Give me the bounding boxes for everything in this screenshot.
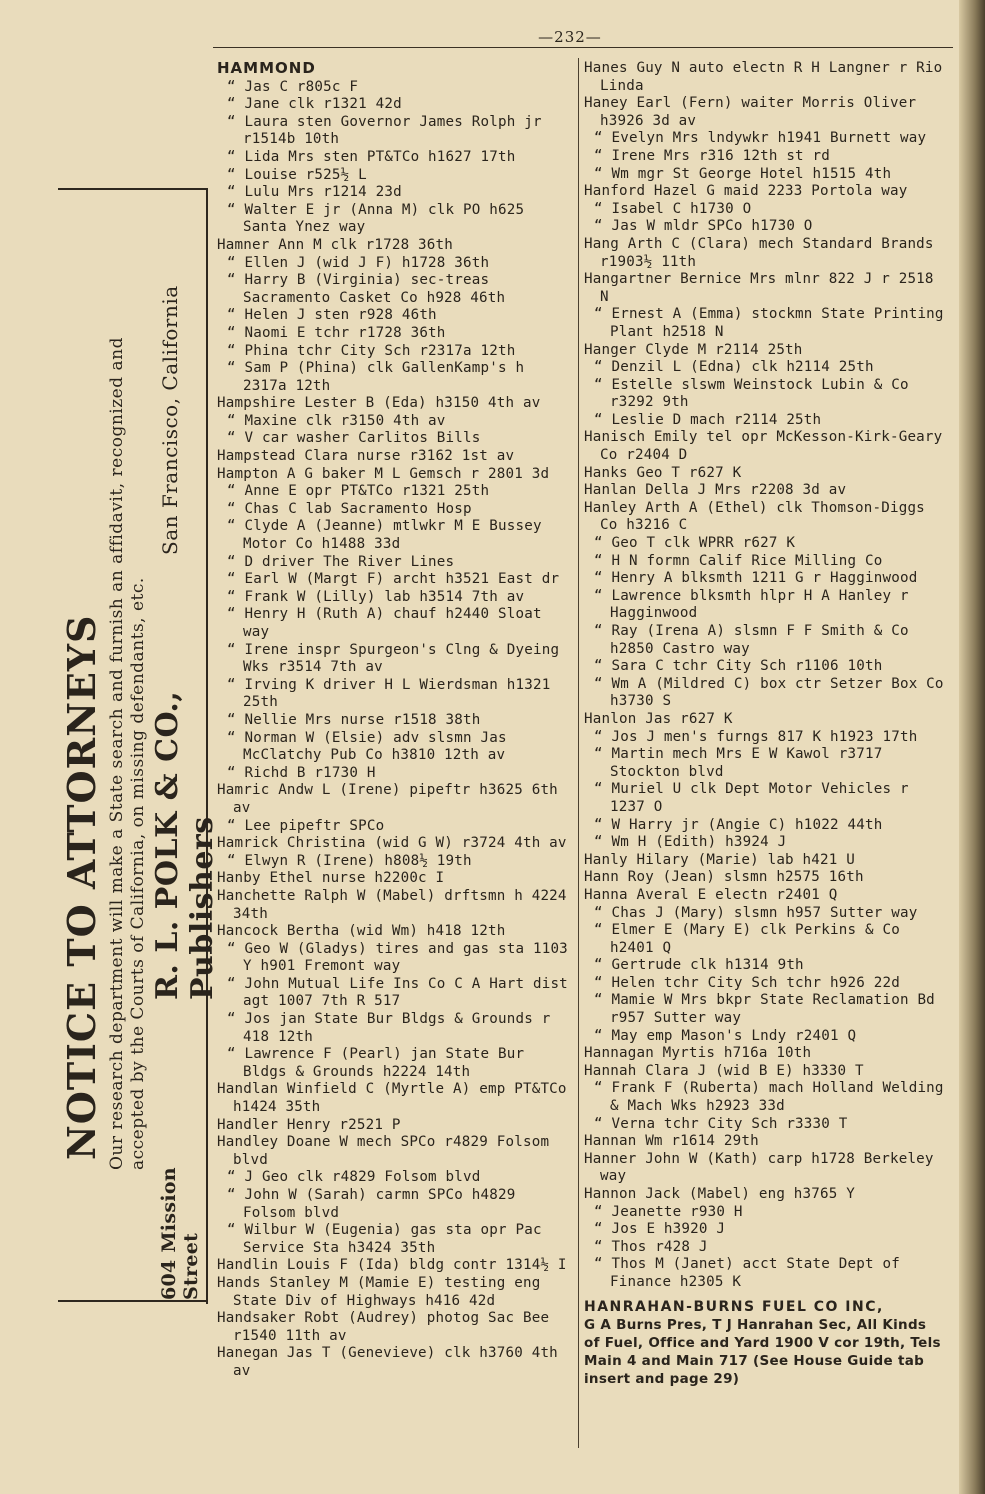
ad-title: HANRAHAN-BURNS FUEL CO INC,: [584, 1298, 884, 1315]
directory-entry: Hanford Hazel G maid 2233 Portola way: [584, 183, 908, 200]
header-rule: [213, 47, 953, 48]
directory-entry: Handlan Winfield C (Myrtle A) emp PT&TCo h1424 35th: [217, 1081, 576, 1116]
directory-entry: “ Chas C lab Sacramento Hosp: [227, 500, 472, 517]
directory-entry: Hanly Hilary (Marie) lab h421 U: [584, 851, 855, 868]
directory-entry: “ Lee pipeftr SPCo: [227, 817, 385, 834]
directory-entry: “ Irving K driver H L Wierdsman h1321 25th: [227, 676, 560, 711]
directory-entry: “ Isabel C h1730 O: [594, 200, 752, 217]
directory-entry: “ Thos r428 J: [594, 1238, 708, 1255]
directory-entry: Hanger Clyde M r2114 25th: [584, 341, 803, 358]
directory-entry: Hanks Geo T r627 K: [584, 464, 742, 481]
directory-entry: “ Martin mech Mrs E W Kawol r3717 Stockton blvd: [594, 746, 892, 780]
right-entry-list: [584, 60, 953, 1292]
directory-entry: Hanisch Emily tel opr McKesson-Kirk-Geary Co r2404 D: [584, 429, 952, 464]
notice-body: Our research department will make a State search and furnish an affidavit, recognized and accepted by the Courts of California, on missing defendants, etc.: [107, 337, 148, 1170]
directory-entry: “ Richd B r1730 H: [227, 764, 376, 781]
directory-entry: Hampshire Lester B (Eda) h3150 4th av: [217, 395, 541, 412]
directory-entry: “ Ellen J (wid J F) h1728 36th: [227, 254, 490, 271]
directory-entry: “ Henry A blksmth 1211 G r Hagginwood: [594, 570, 918, 587]
directory-entry: “ Henry H (Ruth A) chauf h2440 Sloat way: [227, 606, 551, 640]
directory-entry: Hamric Andw L (Irene) pipeftr h3625 6th av: [217, 782, 567, 816]
directory-entry: “ Mamie W Mrs bkpr State Reclamation Bd r957 Sutter way: [594, 992, 944, 1027]
directory-entry: “ Anne E opr PT&TCo r1321 25th: [227, 483, 490, 500]
directory-entry: “ Jos E h3920 J: [594, 1221, 726, 1238]
directory-entry: “ Ray (Irena A) slsmn F F Smith & Co h2850 Castro way: [594, 623, 918, 657]
directory-entry: “ Frank W (Lilly) lab h3514 7th av: [227, 588, 525, 605]
directory-entry: “ Jane clk r1321 42d: [227, 96, 402, 113]
directory-entry: Hangartner Bernice Mrs mlnr 822 J r 2518 N: [584, 271, 943, 305]
directory-entry: Handley Doane W mech SPCo r4829 Folsom blvd: [217, 1134, 558, 1168]
directory-entry: “ Jos jan State Bur Bldgs & Grounds r 418 12th: [227, 1011, 560, 1045]
directory-entry: Hanchette Ralph W (Mabel) drftsmn h 4224 34th: [217, 887, 576, 922]
directory-entry: “ Wilbur W (Eugenia) gas sta opr Pac Service Sta h3424 35th: [227, 1222, 551, 1256]
directory-entry: “ Helen J sten r928 46th: [227, 307, 437, 324]
directory-entry: “ Sara C tchr City Sch r1106 10th: [594, 658, 883, 675]
directory-entry: Hanegan Jas T (Genevieve) clk h3760 4th av: [217, 1345, 567, 1379]
directory-entry: “ Elmer E (Mary E) clk Perkins & Co h2401 Q: [594, 922, 909, 956]
directory-entry: “ Lawrence blksmth hlpr H A Hanley r Hagginwood: [594, 587, 918, 622]
directory-entry: “ Jas W mldr SPCo h1730 O: [594, 218, 813, 235]
directory-entry: “ D driver The River Lines: [227, 553, 455, 570]
directory-entry: Hann Roy (Jean) slsmn h2575 16th: [584, 869, 864, 886]
directory-entry: “ Helen tchr City Sch tchr h926 22d: [594, 974, 900, 991]
directory-entry: “ May emp Mason's Lndy r2401 Q: [594, 1027, 857, 1044]
directory-entry: “ Wm mgr St George Hotel h1515 4th: [594, 165, 892, 182]
notice-title: NOTICE TO ATTORNEYS: [59, 614, 104, 1160]
directory-entry: “ Evelyn Mrs lndywkr h1941 Burnett way: [594, 130, 927, 147]
page-edge: [959, 0, 985, 1494]
directory-entry: “ Naomi E tchr r1728 36th: [227, 324, 446, 341]
directory-entry: “ Jeanette r930 H: [594, 1203, 743, 1220]
directory-entry: “ Earl W (Margt F) archt h3521 East dr: [227, 571, 560, 588]
directory-entry: “ W Harry jr (Angie C) h1022 44th: [594, 816, 883, 833]
attorney-notice: [59, 190, 220, 1300]
directory-entry: Hang Arth C (Clara) mech Standard Brands r1903½ 11th: [584, 235, 943, 270]
directory-entry: Hanley Arth A (Ethel) clk Thomson-Diggs Co h3216 C: [584, 499, 934, 534]
directory-entry: “ Geo T clk WPRR r627 K: [594, 535, 796, 552]
directory-entry: “ Harry B (Virginia) sec-treas Sacramento Casket Co h928 46th: [227, 272, 506, 306]
directory-entry: Hanner John W (Kath) carp h1728 Berkeley way: [584, 1150, 943, 1185]
directory-entry: “ Lawrence F (Pearl) jan State Bur Bldgs & Grounds h2224 14th: [227, 1046, 533, 1080]
notice-city: San Francisco, California: [158, 285, 182, 555]
directory-entry: Hanby Ethel nurse h2200c I: [217, 870, 445, 887]
directory-entry: Hancock Bertha (wid Wm) h418 12th: [217, 923, 506, 940]
directory-entry: “ Leslie D mach r2114 25th: [594, 411, 822, 428]
directory-entry: “ Nellie Mrs nurse r1518 38th: [227, 711, 481, 728]
right-column: [584, 60, 953, 1389]
directory-entry: “ Wm A (Mildred C) box ctr Setzer Box Co h3730 S: [594, 675, 953, 710]
notice-address: 604 Mission Street: [158, 1167, 202, 1300]
directory-entry: “ John W (Sarah) carmn SPCo h4829 Folsom blvd: [227, 1187, 525, 1221]
fuel-company-ad: [584, 1298, 944, 1389]
directory-entry: Hanna Averal E electn r2401 Q: [584, 886, 838, 903]
directory-entry: “ Thos M (Janet) acct State Dept of Finance h2305 K: [594, 1256, 909, 1290]
directory-entry: Handlin Louis F (Ida) bldg contr 1314½ I: [217, 1257, 567, 1274]
directory-entry: Haney Earl (Fern) waiter Morris Oliver h3926 3d av: [584, 95, 925, 129]
directory-entry: “ Irene Mrs r316 12th st rd: [594, 147, 831, 164]
directory-entry: “ Chas J (Mary) slsmn h957 Sutter way: [594, 904, 918, 921]
directory-entry: “ Louise r525½ L: [227, 166, 367, 183]
directory-entry: “ Verna tchr City Sch r3330 T: [594, 1115, 848, 1132]
directory-entry: “ Geo W (Gladys) tires and gas sta 1103 Y h901 Fremont way: [227, 940, 577, 975]
directory-entry: “ Denzil L (Edna) clk h2114 25th: [594, 359, 874, 376]
directory-entry: “ Muriel U clk Dept Motor Vehicles r 1237 O: [594, 781, 918, 815]
left-column: [217, 60, 575, 1381]
directory-entry: “ Lida Mrs sten PT&TCo h1627 17th: [227, 148, 516, 165]
notice-box-bottom-rule: [58, 1300, 206, 1302]
ad-body: G A Burns Pres, T J Hanrahan Sec, All Kinds of Fuel, Office and Yard 1900 V cor 19th, Tels Main 4 and Main 717 (See House Guide tab insert and page 29): [584, 1316, 941, 1388]
directory-entry: “ Sam P (Phina) clk GallenKamp's h 2317a 12th: [227, 360, 533, 394]
directory-entry: “ Walter E jr (Anna M) clk PO h625 Santa Ynez way: [227, 201, 533, 236]
directory-entry: Hannagan Myrtis h716a 10th: [584, 1045, 812, 1062]
directory-entry: “ Elwyn R (Irene) h808½ 19th: [227, 852, 472, 869]
directory-entry: Hannah Clara J (wid B E) h3330 T: [584, 1062, 864, 1079]
directory-entry: Hampstead Clara nurse r3162 1st av: [217, 448, 515, 465]
directory-entry: “ Norman W (Elsie) adv slsmn Jas McClatchy Pub Co h3810 12th av: [227, 729, 516, 764]
surname-heading: HAMMOND: [217, 59, 316, 77]
directory-entry: “ V car washer Carlitos Bills: [227, 430, 481, 447]
directory-entry: Hanlon Jas r627 K: [584, 710, 733, 727]
directory-entry: Hanes Guy N auto electn R H Langner r Rio Linda: [584, 60, 952, 94]
directory-entry: “ H N formn Calif Rice Milling Co: [594, 552, 883, 569]
directory-entry: “ Maxine clk r3150 4th av: [227, 412, 446, 429]
directory-entry: “ Ernest A (Emma) stockmn State Printing Plant h2518 N: [594, 306, 953, 340]
directory-entry: “ Jos J men's furngs 817 K h1923 17th: [594, 728, 918, 745]
directory-entry: Hamrick Christina (wid G W) r3724 4th av: [217, 835, 567, 852]
notice-publisher: R. L. POLK & CO., Publishers: [150, 690, 220, 1000]
directory-entry: Hanlan Della J Mrs r2208 3d av: [584, 482, 847, 499]
directory-entry: “ J Geo clk r4829 Folsom blvd: [227, 1169, 481, 1186]
directory-entry: “ Lulu Mrs r1214 23d: [227, 184, 402, 201]
directory-entry: “ Clyde A (Jeanne) mtlwkr M E Bussey Motor Co h1488 33d: [227, 518, 551, 553]
directory-entry: “ Jas C r805c F: [227, 78, 359, 95]
directory-entry: “ Wm H (Edith) h3924 J: [594, 834, 787, 851]
column-divider: [578, 58, 579, 1448]
directory-entry: “ Phina tchr City Sch r2317a 12th: [227, 342, 516, 359]
directory-entry: Hampton A G baker M L Gemsch r 2801 3d: [217, 465, 550, 482]
directory-entry: “ Laura sten Governor James Rolph jr r1514b 10th: [227, 113, 551, 148]
directory-entry: Handsaker Robt (Audrey) photog Sac Bee r1540 11th av: [217, 1310, 558, 1344]
directory-entry: “ Frank F (Ruberta) mach Holland Welding & Mach Wks h2923 33d: [594, 1080, 953, 1115]
directory-entry: “ Gertrude clk h1314 9th: [594, 957, 804, 974]
left-entry-list: [217, 79, 575, 1381]
directory-entry: Hands Stanley M (Mamie E) testing eng State Div of Highways h416 42d: [217, 1274, 550, 1309]
directory-entry: “ Estelle slswm Weinstock Lubin & Co r3292 9th: [594, 376, 918, 411]
page-number: —232—: [538, 28, 602, 46]
directory-entry: “ John Mutual Life Ins Co C A Hart dist agt 1007 7th R 517: [227, 975, 577, 1010]
directory-entry: Hannon Jack (Mabel) eng h3765 Y: [584, 1186, 855, 1202]
directory-entry: Hannan Wm r1614 29th: [584, 1133, 759, 1150]
directory-entry: “ Irene inspr Spurgeon's Clng & Dyeing Wks r3514 7th av: [227, 641, 568, 676]
directory-entry: Hamner Ann M clk r1728 36th: [217, 236, 454, 253]
directory-entry: Handler Henry r2521 P: [217, 1116, 401, 1133]
